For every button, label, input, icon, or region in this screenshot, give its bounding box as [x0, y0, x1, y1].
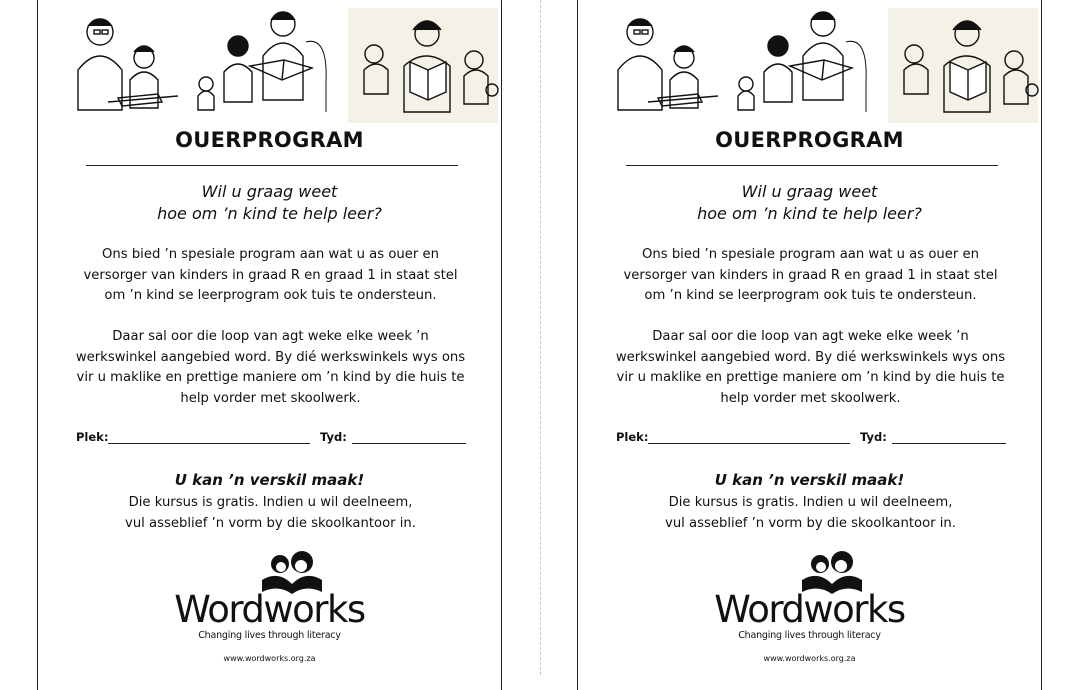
illustration-family-reading: [198, 12, 326, 112]
subtitle-line: Wil u graag weet: [201, 182, 338, 201]
subtitle: [38, 181, 501, 225]
illustration-family-reading: [738, 12, 866, 112]
paragraph-line: om ’n kind se leerprogram ook tuis te ondersteun.: [644, 288, 977, 303]
flyer-left: [37, 0, 502, 690]
website-url: www.wordworks.org.za: [223, 654, 316, 663]
time-blank: [352, 443, 466, 444]
paragraph-line: Daar sal oor die loop van agt weke elke week ’n: [652, 329, 969, 344]
paragraph-line: werkswinkel aangebied word. By dié werkswinkels wys ons: [75, 349, 466, 365]
illustration-strip: [38, 0, 501, 125]
paragraph-line: vul asseblief ’n vorm by die skoolkantoor in.: [125, 516, 416, 531]
subtitle: [578, 181, 1041, 225]
workshop-paragraph: [608, 327, 1013, 409]
illustration-adult-and-child: [78, 19, 178, 110]
paragraph-line: Die kursus is gratis. Indien u wil deelneem,: [128, 495, 413, 510]
subtitle-line: hoe om ’n kind te help leer?: [697, 204, 922, 223]
paragraph-line: help vorder met skoolwerk.: [180, 390, 361, 406]
intro-paragraph: [608, 245, 1013, 307]
place-blank: [108, 443, 310, 444]
subtitle-line: hoe om ’n kind te help leer?: [157, 204, 382, 223]
closing-paragraph: [68, 492, 473, 534]
page-title: OUERPROGRAM: [715, 128, 904, 152]
paragraph-line: help vorder met skoolwerk.: [720, 390, 901, 406]
subtitle-line: Wil u graag weet: [741, 182, 878, 201]
title-divider: [86, 165, 458, 166]
call-to-action: U kan ’n verskil maak!: [714, 471, 905, 489]
paragraph-line: om ’n kind se leerprogram ook tuis te ondersteun.: [104, 288, 437, 303]
place-label: Plek:: [616, 430, 649, 444]
paragraph-line: Ons bied ’n spesiale program aan wat u as ouer en: [642, 247, 979, 262]
website-url: www.wordworks.org.za: [763, 654, 856, 663]
paragraph-line: Daar sal oor die loop van agt weke elke week ’n: [112, 329, 429, 344]
paragraph-line: vul asseblief ’n vorm by die skoolkantoor in.: [665, 516, 956, 531]
paragraph-line: vir u maklike en prettige maniere om ’n kind by die huis te: [76, 370, 465, 385]
time-label: Tyd:: [860, 430, 887, 444]
intro-paragraph: [68, 245, 473, 307]
paragraph-line: versorger van kinders in graad R en graad 1 in staat stel: [623, 267, 998, 283]
venue-fields: [616, 430, 1016, 450]
illustration-strip: [578, 0, 1041, 125]
fold-guide: [540, 0, 541, 675]
paragraph-line: Ons bied ’n spesiale program aan wat u as ouer en: [102, 247, 439, 262]
paragraph-line: vir u maklike en prettige maniere om ’n kind by die huis te: [616, 370, 1005, 385]
place-label: Plek:: [76, 430, 109, 444]
paragraph-line: versorger van kinders in graad R en graad 1 in staat stel: [83, 267, 458, 283]
call-to-action: U kan ’n verskil maak!: [174, 471, 365, 489]
flyer-right: [577, 0, 1042, 690]
page-title: OUERPROGRAM: [175, 128, 364, 152]
paragraph-line: Die kursus is gratis. Indien u wil deelneem,: [668, 495, 953, 510]
title-divider: [626, 165, 998, 166]
workshop-paragraph: [68, 327, 473, 409]
place-blank: [648, 443, 850, 444]
paragraph-line: werkswinkel aangebied word. By dié werkswinkels wys ons: [615, 349, 1006, 365]
time-label: Tyd:: [320, 430, 347, 444]
logo-wordmark: Wordworks: [714, 588, 905, 631]
logo-tagline: Changing lives through literacy: [198, 630, 341, 641]
illustration-adult-and-child: [618, 19, 718, 110]
logo-wordmark: Wordworks: [174, 588, 365, 631]
closing-paragraph: [608, 492, 1013, 534]
logo-tagline: Changing lives through literacy: [738, 630, 881, 641]
venue-fields: [76, 430, 476, 450]
time-blank: [892, 443, 1006, 444]
